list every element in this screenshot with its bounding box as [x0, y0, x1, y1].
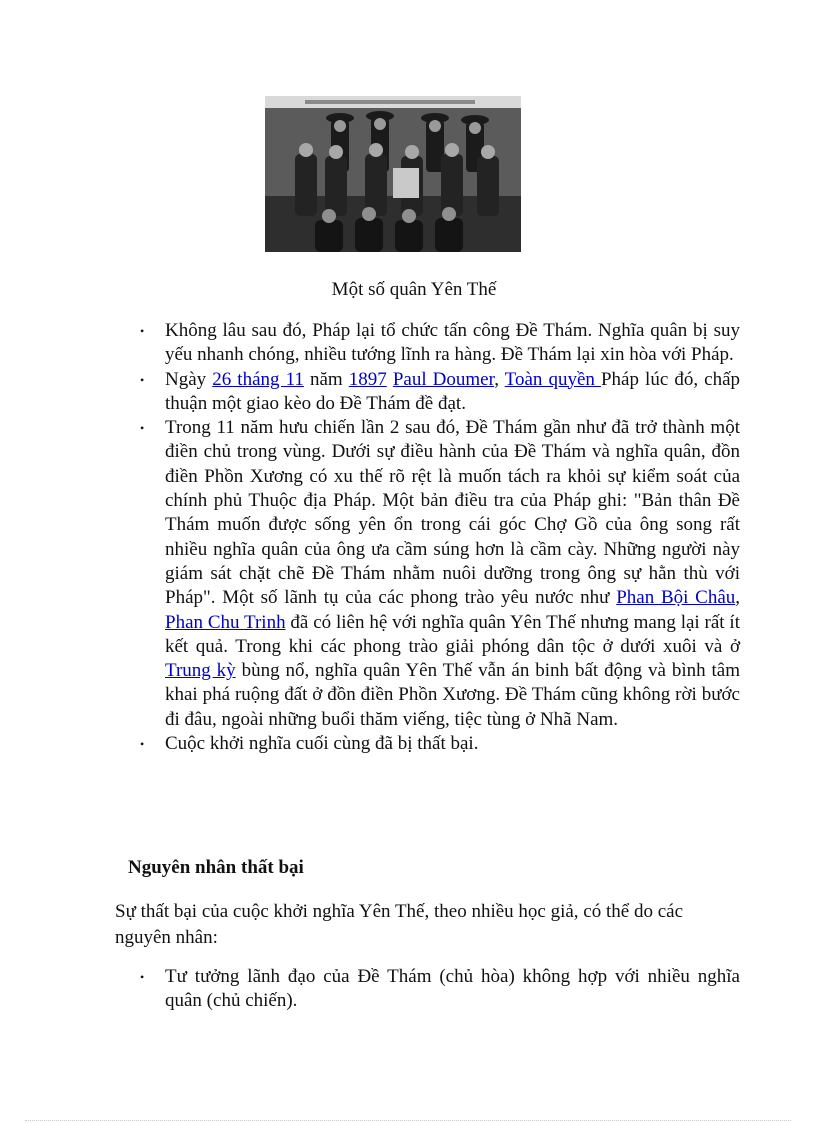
link-date[interactable]: 26 tháng 11: [212, 368, 304, 390]
list-item: • Ngày 26 tháng 11 năm 1897 Paul Doumer, Toàn quyền Pháp lúc đó, chấp thuận một giao kèo do Đề Thám đề đạt.: [115, 368, 740, 417]
link-toan-quyen[interactable]: Toàn quyền: [504, 368, 601, 390]
list-item: • Trong 11 năm hưu chiến lần 2 sau đó, Đề Thám gần như đã trở thành một điền chủ trong vùng. Dưới sự điều hành của Đề Thám và nghĩa quân, đồn điền Phồn Xương có xu thế rõ rệt là muốn tách ra khỏi sự kiểm soát của chính phủ Thuộc địa Pháp. Một bản điều tra của Pháp ghi: "Bản thân Đề Thám muốn được sống yên ổn trong cái góc Chợ Gồ của ông song rất nhiều nghĩa quân của ông ưa cầm súng hơn là cầm cày. Những người này giám sát chặt chẽ Đề Thám nhằm nuôi dưỡng trong ông sự hằn thù với Pháp". Một số lãnh tụ của các phong trào yêu nước như Phan Bội Châu, Phan Chu Trinh đã có liên hệ với nghĩa quân Yên Thế nhưng mang lại rất ít kết quả. Trong khi các phong trào giải phóng dân tộc ở dưới xuôi và ở Trung kỳ bùng nổ, nghĩa quân Yên Thế vẫn án binh bất động và bình tâm khai phá ruộng đất ở đồn điền Phồn Xương. Đề Thám cũng không rời bước đi đâu, ngoài những buổi thăm viếng, tiệc tùng ở Nhã Nam.: [115, 416, 740, 732]
bullet-list-causes: [115, 965, 740, 1014]
section-heading: Nguyên nhân thất bại: [128, 857, 304, 878]
historical-photo: [265, 96, 521, 252]
page-divider: [25, 1120, 791, 1121]
list-item: • Tư tưởng lãnh đạo của Đề Thám (chủ hòa) không hợp với nhiều nghĩa quân (chủ chiến).: [115, 965, 740, 1014]
link-phan-chu-trinh[interactable]: Phan Chu Trinh: [165, 611, 286, 633]
bullet-list-events: [115, 319, 740, 756]
photo-caption: Một số quân Yên Thế: [331, 279, 497, 300]
link-paul-doumer[interactable]: Paul Doumer: [392, 368, 495, 390]
list-item: • Cuộc khởi nghĩa cuối cùng đã bị thất bại.: [115, 732, 740, 756]
link-phan-boi-chau[interactable]: Phan Bội Châu: [616, 587, 736, 609]
list-item: • Không lâu sau đó, Pháp lại tổ chức tấn công Đề Thám. Nghĩa quân bị suy yếu nhanh chóng, nhiều tướng lĩnh ra hàng. Đề Thám lại xin hòa với Pháp.: [115, 319, 740, 368]
link-year[interactable]: 1897: [348, 368, 387, 390]
link-trung-ky[interactable]: Trung kỳ: [165, 660, 236, 682]
paragraph: Sự thất bại của cuộc khởi nghĩa Yên Thế, theo nhiều học giả, có thể do các nguyên nhân:: [115, 901, 683, 948]
